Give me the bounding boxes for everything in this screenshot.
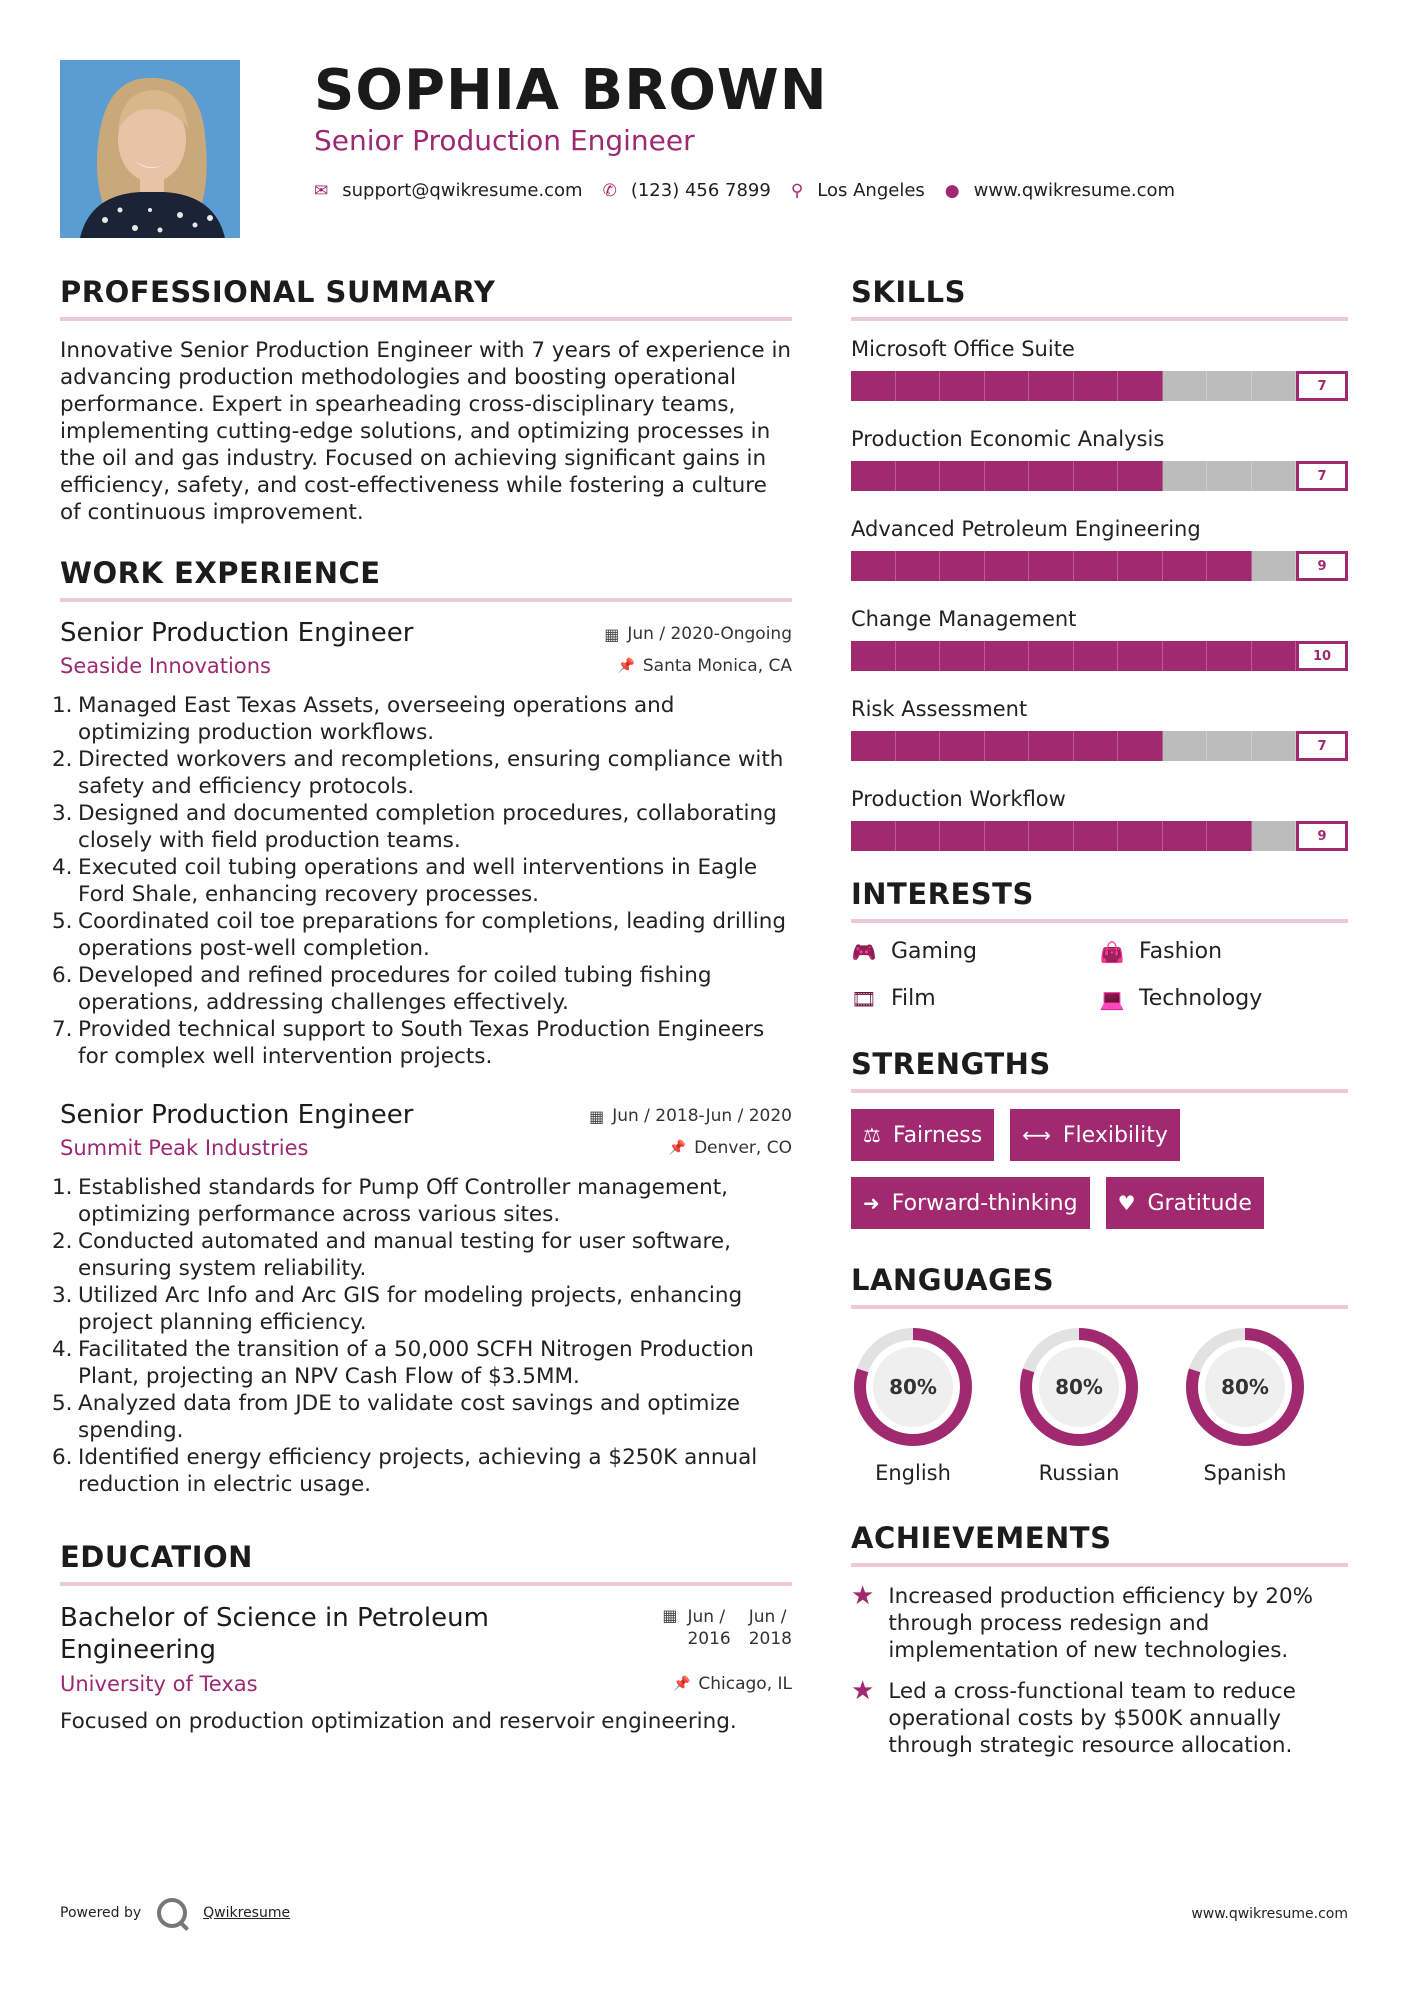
job-header xyxy=(60,1100,792,1130)
skill-track xyxy=(851,551,1296,581)
skills-heading: SKILLS xyxy=(851,275,1348,321)
map-pin-icon: ⚲ xyxy=(790,180,804,201)
school-name: University of Texas xyxy=(60,1672,258,1696)
duty-text: Designed and documented completion procedures, collaborating closely with field production teams. xyxy=(78,801,777,853)
skill-segment xyxy=(1074,821,1119,851)
duty-text: Executed coil tubing operations and well interventions in Eagle Ford Shale, enhancing recovery processes. xyxy=(78,855,758,907)
job-date xyxy=(589,1106,792,1126)
duty-item xyxy=(52,1174,792,1228)
skill-track xyxy=(851,641,1296,671)
duty-item xyxy=(52,962,792,1016)
skill-segment xyxy=(896,821,941,851)
skill-segment xyxy=(1252,731,1297,761)
interest-item xyxy=(1099,939,1347,964)
job-location xyxy=(617,656,792,676)
interest-item xyxy=(1099,986,1347,1011)
duty-item xyxy=(52,800,792,854)
skill-segment xyxy=(1029,371,1074,401)
skill-level: 7 xyxy=(1296,371,1348,401)
skill-segment xyxy=(1029,731,1074,761)
skill-bar xyxy=(851,461,1348,491)
duty-text: Analyzed data from JDE to validate cost savings and optimize spending. xyxy=(78,1391,740,1443)
brand-link[interactable]: Qwikresume xyxy=(203,1905,291,1921)
skill-item xyxy=(851,337,1348,401)
job-date-text: Jun / 2020-Ongoing xyxy=(627,624,792,644)
skill-segment xyxy=(1207,551,1252,581)
duty-text: Facilitated the transition of a 50,000 SCFH Nitrogen Production Plant, projecting an NPV Cash Flow of $3.5MM. xyxy=(78,1337,754,1389)
skill-level: 7 xyxy=(1296,461,1348,491)
skill-segment xyxy=(940,641,985,671)
duty-item xyxy=(52,854,792,908)
skill-track xyxy=(851,371,1296,401)
skill-segment xyxy=(1029,641,1074,671)
skill-segment xyxy=(1207,821,1252,851)
arrows-horizontal-icon: ⟷ xyxy=(1022,1123,1051,1147)
skill-segment xyxy=(1252,461,1297,491)
skill-segment xyxy=(985,731,1030,761)
achievements-heading: ACHIEVEMENTS xyxy=(851,1521,1348,1567)
profile-photo xyxy=(60,60,240,238)
qwikresume-logo-icon xyxy=(157,1898,187,1928)
interest-label: Film xyxy=(891,986,936,1011)
job-entry xyxy=(52,1100,792,1498)
job-header xyxy=(60,618,792,648)
skill-segment xyxy=(851,821,896,851)
duty-list xyxy=(52,1174,792,1498)
skill-segment xyxy=(851,551,896,581)
skill-segment xyxy=(1118,641,1163,671)
duty-number: 3. xyxy=(52,1283,73,1308)
skill-segment xyxy=(851,371,896,401)
duty-item xyxy=(52,1336,792,1390)
skill-segment xyxy=(1118,551,1163,581)
education-date xyxy=(662,1606,792,1650)
duty-text: Identified energy efficiency projects, achieving a $250K annual reduction in electric usage. xyxy=(78,1445,758,1497)
globe-icon: ● xyxy=(944,180,960,201)
skill-track xyxy=(851,461,1296,491)
skill-segment xyxy=(1207,371,1252,401)
pin-icon: 📌 xyxy=(617,658,635,674)
skill-segment xyxy=(1252,371,1297,401)
language-ring xyxy=(1017,1325,1141,1449)
duty-item xyxy=(52,746,792,800)
pin-icon: 📌 xyxy=(668,1140,687,1156)
skill-segment xyxy=(940,551,985,581)
achievement-text: Led a cross-functional team to reduce operational costs by $500K annually through strategic resource allocation. xyxy=(888,1679,1296,1758)
duty-number: 2. xyxy=(52,1229,73,1254)
interest-label: Gaming xyxy=(891,939,977,964)
skill-segment xyxy=(1163,551,1208,581)
job-title: Senior Production Engineer xyxy=(60,618,414,648)
language-name: English xyxy=(875,1461,951,1485)
job-subheader xyxy=(60,1136,792,1160)
job-date-text: Jun / 2018-Jun / 2020 xyxy=(612,1106,792,1126)
skill-segment xyxy=(896,641,941,671)
duty-item xyxy=(52,1282,792,1336)
skill-segment xyxy=(940,731,985,761)
skill-segment xyxy=(1207,641,1252,671)
calendar-icon: ▦ xyxy=(589,1106,605,1126)
skill-segment xyxy=(1163,821,1208,851)
skill-segment xyxy=(1163,641,1208,671)
education-heading: EDUCATION xyxy=(60,1540,792,1586)
skill-segment xyxy=(896,551,941,581)
language-name: Russian xyxy=(1038,1461,1120,1485)
duty-text: Provided technical support to South Texas Production Engineers for complex well intervention projects. xyxy=(78,1017,765,1069)
skill-segment xyxy=(940,821,985,851)
language-ring xyxy=(851,1325,975,1449)
contact-phone: (123) 456 7899 xyxy=(630,180,771,201)
language-percent: 80% xyxy=(889,1375,937,1399)
skill-segment xyxy=(1252,641,1297,671)
education-entry xyxy=(60,1602,792,1735)
skill-segment xyxy=(1163,371,1208,401)
film-icon: 🎞 xyxy=(851,986,877,1011)
envelope-icon: ✉ xyxy=(314,180,329,201)
skill-level: 9 xyxy=(1296,551,1348,581)
skill-segment xyxy=(1074,551,1119,581)
job-entry xyxy=(52,618,792,1070)
skill-segment xyxy=(985,461,1030,491)
candidate-name: SOPHIA BROWN xyxy=(314,58,828,123)
education-start-year: 2016 xyxy=(687,1629,731,1649)
duty-number: 6. xyxy=(52,963,73,988)
skill-level: 9 xyxy=(1296,821,1348,851)
skill-item xyxy=(851,697,1348,761)
duty-number: 5. xyxy=(52,1391,73,1416)
skill-name: Risk Assessment xyxy=(851,697,1028,721)
language-percent: 80% xyxy=(1055,1375,1103,1399)
duty-text: Directed workovers and recompletions, ensuring compliance with safety and efficiency protocols. xyxy=(78,747,784,799)
skill-segment xyxy=(985,821,1030,851)
skill-segment xyxy=(851,641,896,671)
contact-website[interactable]: www.qwikresume.com xyxy=(973,180,1176,201)
skill-bar xyxy=(851,551,1348,581)
skill-segment xyxy=(851,731,896,761)
education-end-label: Jun / xyxy=(748,1607,787,1627)
skill-segment xyxy=(940,371,985,401)
skill-name: Microsoft Office Suite xyxy=(851,337,1075,361)
company-name: Summit Peak Industries xyxy=(60,1136,309,1160)
skill-segment xyxy=(1074,371,1119,401)
strengths-heading: STRENGTHS xyxy=(851,1047,1348,1093)
strength-label: Gratitude xyxy=(1147,1190,1252,1216)
job-date xyxy=(604,624,792,644)
skill-segment xyxy=(1074,461,1119,491)
skill-segment xyxy=(1118,821,1163,851)
interest-item xyxy=(851,986,1099,1011)
duty-text: Managed East Texas Assets, overseeing operations and optimizing production workflows. xyxy=(78,693,675,745)
language-item xyxy=(1017,1325,1141,1485)
duty-text: Developed and refined procedures for coiled tubing fishing operations, addressing challenges effectively. xyxy=(78,963,712,1015)
education-note: Focused on production optimization and reservoir engineering. xyxy=(60,1709,737,1734)
duty-number: 1. xyxy=(52,693,73,718)
skill-item xyxy=(851,607,1348,671)
duty-item xyxy=(52,1444,792,1498)
education-location xyxy=(673,1674,792,1694)
achievement-text: Increased production efficiency by 20% through process redesign and implementation of new technologies. xyxy=(888,1584,1314,1663)
left-column xyxy=(52,275,792,1735)
skill-segment xyxy=(1074,731,1119,761)
footer-site-link[interactable]: www.qwikresume.com xyxy=(1191,1906,1348,1922)
skill-segment xyxy=(896,371,941,401)
duty-text: Established standards for Pump Off Controller management, optimizing performance across various sites. xyxy=(78,1175,728,1227)
duty-number: 5. xyxy=(52,909,73,934)
duty-text: Utilized Arc Info and Arc GIS for modeling projects, enhancing project planning efficiency. xyxy=(78,1283,743,1335)
strength-list xyxy=(851,1109,1348,1229)
contact-location: Los Angeles xyxy=(817,180,925,201)
achievement-item xyxy=(851,1583,1348,1664)
skill-segment xyxy=(1074,641,1119,671)
summary-text: Innovative Senior Production Engineer with 7 years of experience in advancing production methodologies and boosting operational performance. Expert in spearheading cross-disciplinary teams, implementing cutting-edge solutions, and optimizing processes in the oil and gas industry. Focused on achieving significant gains in efficiency, safety, and cost-effectiveness while fostering a culture of continuous improvement. xyxy=(60,338,792,525)
skill-track xyxy=(851,731,1296,761)
skill-level: 7 xyxy=(1296,731,1348,761)
contact-bar xyxy=(314,180,1195,201)
job-title: Senior Production Engineer xyxy=(60,1100,414,1130)
interest-label: Technology xyxy=(1139,986,1263,1011)
arrow-right-icon: ➜ xyxy=(863,1191,880,1215)
strength-badge xyxy=(1106,1177,1264,1229)
duty-item xyxy=(52,692,792,746)
candidate-title: Senior Production Engineer xyxy=(314,124,695,157)
skill-level: 10 xyxy=(1296,641,1348,671)
strength-badge xyxy=(851,1177,1090,1229)
company-name: Seaside Innovations xyxy=(60,654,271,678)
job-location-text: Santa Monica, CA xyxy=(642,656,792,676)
job-subheader xyxy=(60,654,792,678)
skill-bar xyxy=(851,731,1348,761)
calendar-icon: ▦ xyxy=(662,1606,678,1625)
skill-item xyxy=(851,517,1348,581)
skill-segment xyxy=(896,461,941,491)
skill-segment xyxy=(1029,461,1074,491)
star-icon: ★ xyxy=(851,1581,875,1611)
duty-list xyxy=(52,692,792,1070)
education-location-text: Chicago, IL xyxy=(698,1674,792,1694)
strength-label: Fairness xyxy=(892,1122,983,1148)
interest-list xyxy=(851,939,1348,1011)
achievement-list xyxy=(851,1583,1348,1759)
skill-bar xyxy=(851,371,1348,401)
skill-segment xyxy=(985,641,1030,671)
achievement-item xyxy=(851,1678,1348,1759)
laptop-icon: 💻 xyxy=(1099,986,1125,1011)
language-name: Spanish xyxy=(1203,1461,1287,1485)
strength-badge xyxy=(851,1109,994,1161)
right-column xyxy=(851,275,1348,1773)
skill-segment xyxy=(985,371,1030,401)
strength-label: Flexibility xyxy=(1062,1122,1168,1148)
skill-segment xyxy=(1163,461,1208,491)
skill-segment xyxy=(1207,461,1252,491)
skill-segment xyxy=(851,461,896,491)
footer-powered-by xyxy=(60,1898,290,1928)
language-item xyxy=(1183,1325,1307,1485)
language-ring xyxy=(1183,1325,1307,1449)
duty-item xyxy=(52,908,792,962)
job-list xyxy=(52,618,792,1498)
skill-name: Change Management xyxy=(851,607,1077,631)
pin-icon: 📌 xyxy=(672,1676,691,1692)
languages-heading: LANGUAGES xyxy=(851,1263,1348,1309)
calendar-icon: ▦ xyxy=(604,624,620,644)
skill-segment xyxy=(985,551,1030,581)
shopping-bag-icon: 👜 xyxy=(1099,939,1125,964)
skill-segment xyxy=(1252,821,1297,851)
contact-email[interactable]: support@qwikresume.com xyxy=(342,180,583,201)
skill-item xyxy=(851,427,1348,491)
duty-number: 7. xyxy=(52,1017,73,1042)
skill-segment xyxy=(1118,731,1163,761)
skill-segment xyxy=(1163,731,1208,761)
duty-item xyxy=(52,1016,792,1070)
education-start-label: Jun / xyxy=(687,1607,726,1627)
language-list xyxy=(851,1325,1348,1485)
strength-badge xyxy=(1010,1109,1180,1161)
powered-by-label: Powered by xyxy=(60,1905,142,1921)
job-location-text: Denver, CO xyxy=(694,1138,792,1158)
gamepad-icon: 🎮 xyxy=(851,939,877,964)
skill-segment xyxy=(1029,821,1074,851)
skill-name: Production Economic Analysis xyxy=(851,427,1165,451)
interest-item xyxy=(851,939,1099,964)
summary-heading: PROFESSIONAL SUMMARY xyxy=(60,275,792,321)
degree-title: Bachelor of Science in Petroleum Engineering xyxy=(60,1603,489,1665)
duty-item xyxy=(52,1390,792,1444)
skill-name: Production Workflow xyxy=(851,787,1066,811)
skill-segment xyxy=(896,731,941,761)
skill-segment xyxy=(940,461,985,491)
strength-label: Forward-thinking xyxy=(891,1190,1078,1216)
duty-number: 1. xyxy=(52,1175,73,1200)
duty-number: 4. xyxy=(52,1337,73,1362)
education-end-year: 2018 xyxy=(748,1629,792,1649)
skill-list xyxy=(851,337,1348,851)
duty-item xyxy=(52,1228,792,1282)
skill-segment xyxy=(1118,461,1163,491)
experience-heading: WORK EXPERIENCE xyxy=(60,556,792,602)
skill-segment xyxy=(1207,731,1252,761)
duty-number: 4. xyxy=(52,855,73,880)
language-item xyxy=(851,1325,975,1485)
heart-icon: ♥ xyxy=(1117,1191,1136,1215)
job-location xyxy=(669,1138,792,1158)
duty-number: 2. xyxy=(52,747,73,772)
duty-text: Conducted automated and manual testing for user software, ensuring system reliability. xyxy=(78,1229,731,1281)
interest-label: Fashion xyxy=(1139,939,1223,964)
phone-icon: ✆ xyxy=(602,180,617,201)
skill-segment xyxy=(1029,551,1074,581)
skill-bar xyxy=(851,821,1348,851)
skill-segment xyxy=(1252,551,1297,581)
skill-segment xyxy=(1118,371,1163,401)
language-percent: 80% xyxy=(1221,1375,1269,1399)
interests-heading: INTERESTS xyxy=(851,877,1348,923)
skill-track xyxy=(851,821,1296,851)
balance-scale-icon: ⚖ xyxy=(863,1123,881,1147)
skill-bar xyxy=(851,641,1348,671)
star-icon: ★ xyxy=(851,1676,875,1706)
duty-text: Coordinated coil toe preparations for completions, leading drilling operations post-well completion. xyxy=(78,909,787,961)
duty-number: 3. xyxy=(52,801,73,826)
duty-number: 6. xyxy=(52,1445,73,1470)
skill-item xyxy=(851,787,1348,851)
skill-name: Advanced Petroleum Engineering xyxy=(851,517,1201,541)
